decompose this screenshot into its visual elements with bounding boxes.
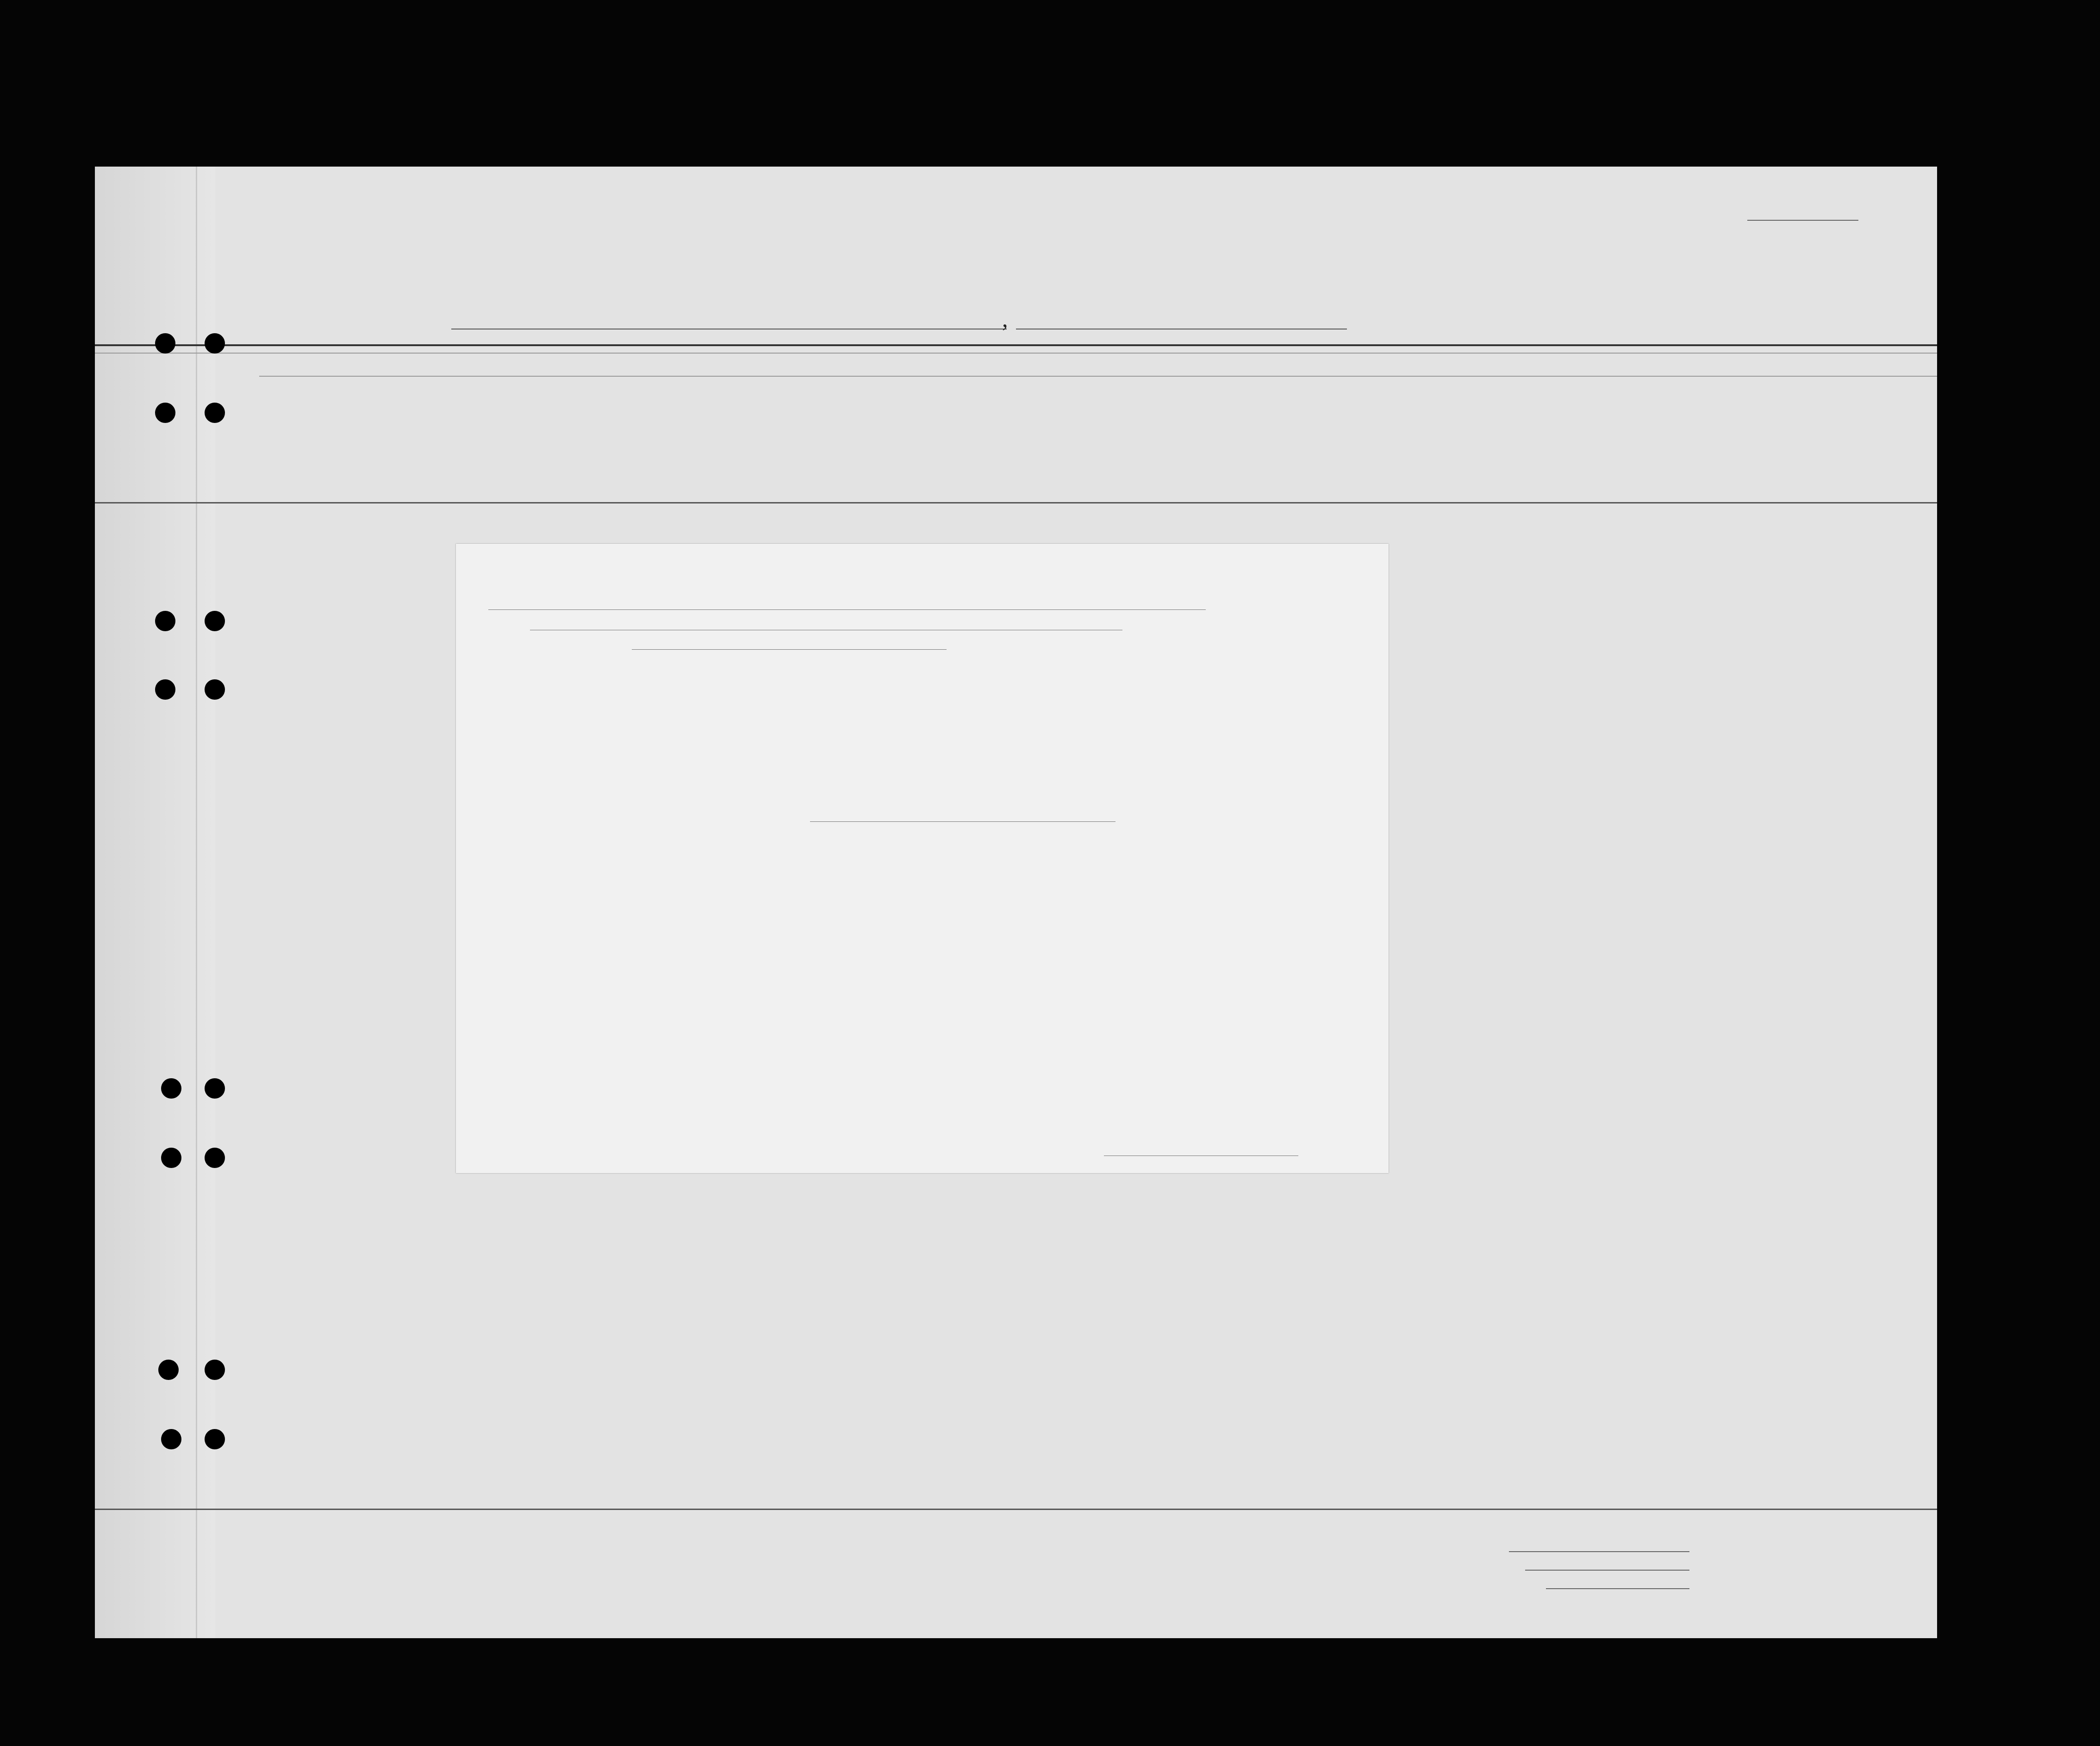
col24-a bbox=[1199, 410, 1222, 497]
grid-header-rule bbox=[95, 502, 1937, 503]
depart-line bbox=[488, 609, 1206, 610]
binding-hole bbox=[205, 611, 225, 631]
binding-hole bbox=[205, 1429, 225, 1449]
binding-hole bbox=[161, 1148, 181, 1168]
binding-hole bbox=[205, 1360, 225, 1380]
binding-hole bbox=[205, 679, 225, 700]
col34-inches bbox=[1605, 463, 1619, 497]
col29-header bbox=[1384, 384, 1419, 497]
binding-hole bbox=[158, 1360, 179, 1380]
binding-hole bbox=[205, 403, 225, 423]
grid-bottom-rule bbox=[95, 1509, 1937, 1510]
col28-header bbox=[1349, 384, 1382, 497]
binding-hole bbox=[155, 679, 175, 700]
grid-top-rule bbox=[95, 344, 1937, 346]
col34-feet bbox=[1582, 463, 1595, 497]
page-crease bbox=[196, 167, 197, 1638]
col21-header bbox=[785, 384, 808, 495]
col24-b bbox=[1225, 410, 1247, 497]
footer-agents-field bbox=[1546, 1588, 1689, 1589]
col31-header bbox=[1443, 384, 1461, 497]
col24-c bbox=[1251, 410, 1273, 497]
col27-header bbox=[1328, 384, 1347, 497]
col19-header bbox=[674, 384, 702, 495]
col30-header bbox=[1421, 384, 1440, 497]
binding-hole bbox=[155, 333, 175, 354]
grid-rule bbox=[95, 353, 1937, 354]
binding-hole bbox=[161, 1429, 181, 1449]
binding-hole bbox=[155, 403, 175, 423]
arrived-line bbox=[632, 649, 947, 650]
binding-hole bbox=[205, 1078, 225, 1099]
grid-rule bbox=[259, 376, 1937, 377]
footer-owners-field bbox=[1525, 1570, 1689, 1571]
binding-hole bbox=[155, 611, 175, 631]
binding-hole bbox=[161, 1078, 181, 1099]
entry-declaration-card bbox=[456, 544, 1389, 1173]
passengers-embarked-line bbox=[810, 821, 1115, 822]
binding-margin bbox=[95, 167, 215, 1638]
col25-header bbox=[1277, 384, 1305, 497]
binding-hole bbox=[205, 1148, 225, 1168]
col26-header bbox=[1308, 384, 1326, 497]
list-field bbox=[1747, 220, 1858, 221]
binding-hole bbox=[205, 333, 225, 354]
comma: , bbox=[1002, 306, 1008, 332]
footer-line-field bbox=[1509, 1551, 1689, 1552]
